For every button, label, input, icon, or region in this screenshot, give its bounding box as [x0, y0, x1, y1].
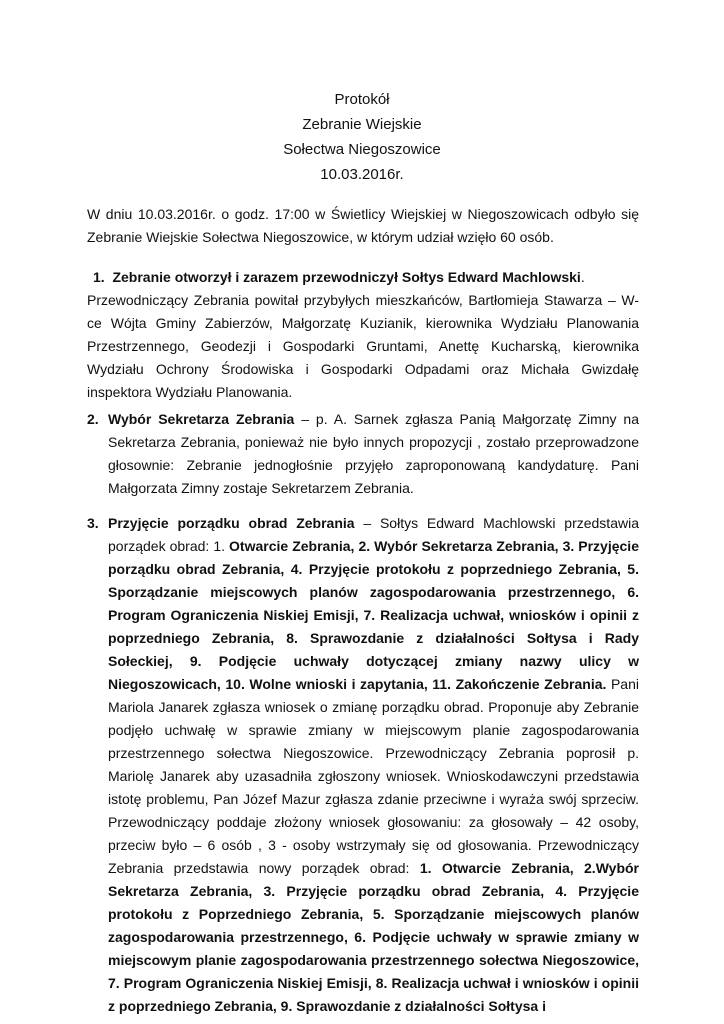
section-1-text: Przewodniczący Zebrania powitał przybyłych mieszkańców, Bartłomieja Stawarza – W-ce Wójta Gminy Zabierzów, Małgorzatę Kuzianik, kierownika Wydziału Planowania Przestrzennego, Geodezji i Gospodarki Gruntami, Anettę Kucharską, kierownika Wydziału Ochrony Środowiska i Gospodarki Odpadami oraz Michała Gwizdałę inspektora Wydziału Planowania. [87, 292, 639, 400]
doc-date: 10.03.2016r. [320, 166, 404, 183]
section-2-text: – p. A. Sarnek zgłasza Panią Małgorzatę Zimny na Sekretarza Zebrania, ponieważ nie było innych propozycji , zostało przeprowadzone głosownie: Zebranie jednogłośnie przyjęło zaproponowaną kandydaturę. Pani Małgorzata Zimny zostaje Sekretarzem Zebrania. [108, 411, 639, 496]
section-1-number: 1. [93, 269, 105, 285]
section-2-body [108, 408, 639, 500]
doc-title: Protokół [334, 91, 390, 108]
section-1-heading-line [87, 266, 639, 289]
section-3-body [108, 512, 639, 1018]
section-3 [87, 512, 639, 1018]
section-2-number: 2. [87, 411, 99, 427]
section-2 [87, 408, 639, 500]
section-1-heading-end: . [580, 269, 585, 285]
section-3-text-discussion: Pani Mariola Janarek zgłasza wniosek o zmianę porządku obrad. Proponuje aby Zebranie podjęło uchwałę w sprawie zmiany w miejscowym planie zagospodarowania przestrzennego sołectwa Niegoszowice. Przewodniczący Zebrania poprosił p. Mariolę Janarek aby uzasadniła zgłoszony wniosek. Wnioskodawczyni przedstawia istotę problemu, Pan Józef Mazur zgłasza zdanie przeciwne i wyraża swój sprzeciw. Przewodniczący poddaje złożony wniosek głosowaniu: za głosowały – 42 osoby, przeciw było – 6 osób , 3 - osoby wstrzymały się od głosowania. Przewodniczący Zebrania przedstawia nowy porządek obrad: [108, 676, 639, 876]
section-3-heading: Przyjęcie porządku obrad Zebrania [108, 515, 355, 531]
doc-subtitle-meeting: Zebranie Wiejskie [302, 116, 422, 133]
section-2-heading: Wybór Sekretarza Zebrania [108, 411, 295, 427]
section-1-heading: Zebranie otworzył i zarazem przewodniczył Sołtys Edward Machlowski [112, 269, 581, 285]
section-3-number: 3. [87, 515, 99, 531]
section-1 [87, 266, 639, 404]
intro-paragraph: W dniu 10.03.2016r. o godz. 17:00 w Świetlicy Wiejskiej w Niegoszowicach odbyło się Zebranie Wiejskie Sołectwa Niegoszowice, w którym udział wzięło 60 osób. [87, 206, 639, 245]
section-3-agenda-new: 1. Otwarcie Zebrania, 2.Wybór Sekretarza Zebrania, 3. Przyjęcie porządku obrad Zebrania, 4. Przyjęcie protokołu z Poprzedniego Zebrania, 5. Sporządzanie miejscowych planów zagospodarowania przestrzennego, 6. Podjęcie uchwały w sprawie zmiany w miejscowym planie zagospodarowania przestrzennego sołectwa Niegoszowice, 7. Program Ograniczenia Niskiej Emisji, 8. Realizacja uchwał i wniosków i opinii z poprzedniego Zebrania, 9. Sprawozdanie z działalności Sołtysa i [108, 860, 639, 1014]
doc-subtitle-village: Sołectwa Niegoszowice [283, 141, 441, 158]
section-3-agenda-original: Otwarcie Zebrania, 2. Wybór Sekretarza Zebrania, 3. Przyjęcie porządku obrad Zebrania, 4. Przyjęcie protokołu z poprzedniego Zebrania, 5. Sporządzanie miejscowych planów zagospodarowania przestrzennego, 6. Program Ograniczenia Niskiej Emisji, 7. Realizacja uchwał, wniosków i opinii z poprzedniego Zebrania, 8. Sprawozdanie z działalności Sołtysa i Rady Sołeckiej, 9. Podjęcie uchwały dotyczącej zmiany nazwy ulicy w Niegoszowicach, 10. Wolne wnioski i zapytania, 11. Zakończenie Zebrania. [108, 538, 639, 692]
section-3-text-intro: – Sołtys Edward Machlowski przedstawia porządek obrad: 1. [108, 515, 639, 554]
